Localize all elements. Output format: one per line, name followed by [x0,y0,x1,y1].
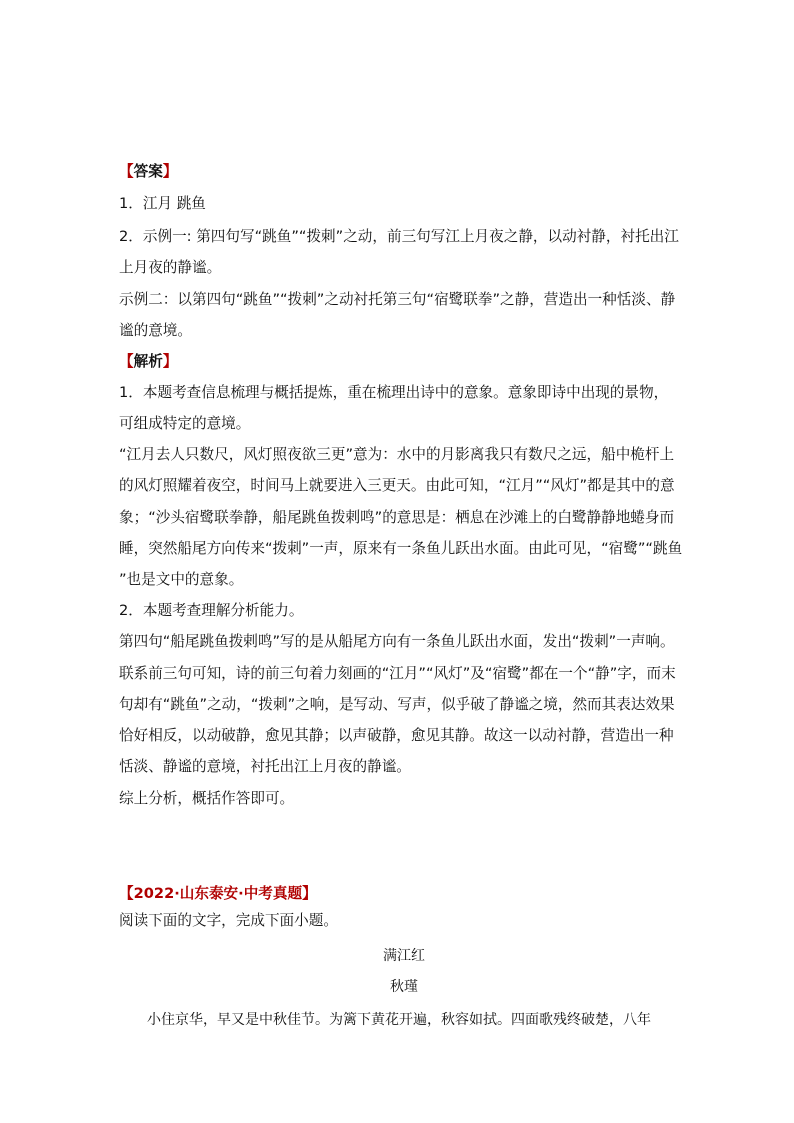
poem-line: 小住京华，早又是中秋佳节。为篱下黄花开遍，秋容如拭。四面歌残终破楚，八年 [147,1012,651,1028]
answer-line: 2．示例一: 第四句写“跳鱼”“拨刺”之动，前三句写江上月夜之静，以动衬静，衬托出江 [119,228,679,245]
analysis-line: 1．本题考查信息梳理与概括提炼，重在梳理出诗中的意象。意象即诗中出现的景物， [119,384,669,401]
analysis-line: 恬淡、静谧的意境，衬托出江上月夜的静谧。 [119,758,411,775]
analysis-line: ”也是文中的意象。 [119,571,244,588]
answer-line: 1．江月 跳鱼 [119,195,206,212]
analysis-line: 可组成特定的意境。 [119,415,251,432]
answer-line: 谧的意境。 [119,322,192,339]
question-source-header: 【2022·山东泰安·中考真题】 [119,885,317,902]
analysis-line: 象；“沙头宿鹭联拳静，船尾跳鱼拨剌鸣”的意思是：栖息在沙滩上的白鹭静静地蜷身而 [119,509,675,526]
analysis-line: 联系前三句可知，诗的前三句着力刻画的“江月”“风灯”及“宿鹭”都在一个“静”字，而末 [119,665,676,682]
analysis-line: 恰好相反，以动破静，愈见其静；以声破静，愈见其静。故这一以动衬静，营造出一种 [119,727,674,744]
analysis-line: 第四句“船尾跳鱼拨剌鸣”写的是从船尾方向有一条鱼儿跃出水面，发出“拨刺”一声响。 [119,633,675,650]
answer-line: 上月夜的静谧。 [119,259,222,276]
question-instruction: 阅读下面的文字，完成下面小题。 [119,912,338,929]
analysis-line: 睡，突然船尾方向传来“拨刺”一声，原来有一条鱼儿跃出水面。由此可见，“宿鹭”“跳鱼 [119,540,683,557]
analysis-line: 综上分析，概括作答即可。 [119,790,295,807]
poem-author: 秋瑾 [390,979,418,995]
analysis-line: 2．本题考查理解分析能力。 [119,602,304,619]
analysis-line: 句却有“跳鱼”之动，“拨刺”之响，是写动、写声，似乎破了静谧之境，然而其表达效果 [119,696,675,713]
answer-header: 【答案】 [119,163,178,180]
poem-title: 满江红 [383,948,425,964]
analysis-line: 的风灯照耀着夜空，时间马上就要进入三更天。由此可知，“江月”“风灯”都是其中的意 [119,477,675,494]
answer-line: 示例二：以第四句“跳鱼”“拨刺”之动衬托第三句“宿鹭联拳”之静，营造出一种恬淡、静 [119,291,676,308]
analysis-header: 【解析】 [119,353,178,370]
analysis-line: “江月去人只数尺，风灯照夜欲三更”意为：水中的月影离我只有数尺之远，船中桅杆上 [119,446,675,463]
